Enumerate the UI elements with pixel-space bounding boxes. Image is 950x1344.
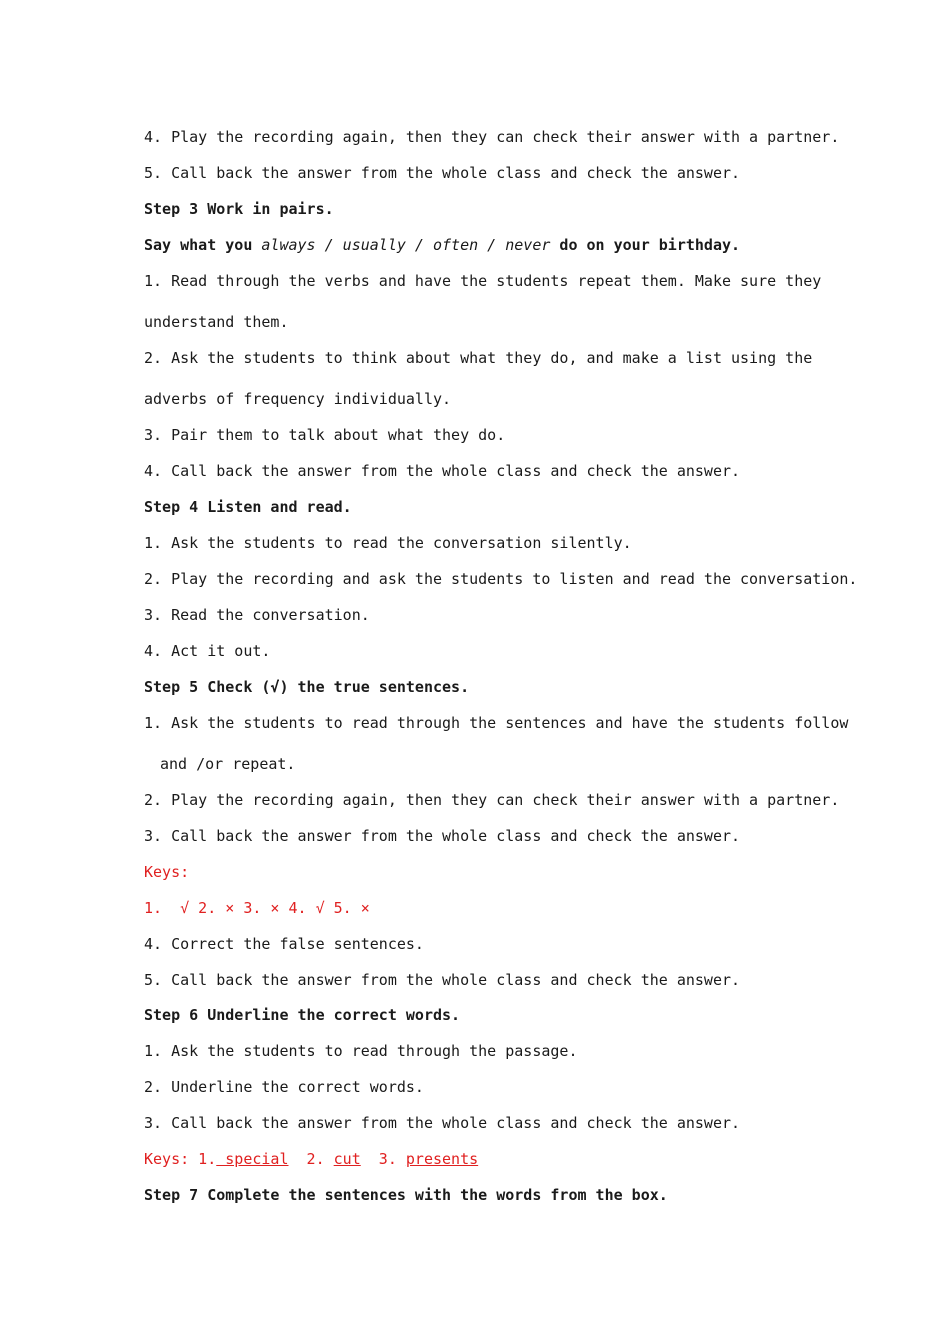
instruction-line: and /or repeat. xyxy=(160,755,296,773)
step-3-subheading: Say what you always / usually / often / never do on your birthday. xyxy=(144,236,741,254)
step-7-heading: Step 7 Complete the sentences with the words from the box. xyxy=(144,1186,668,1204)
instruction-line: 4. Play the recording again, then they can check their answer with a partner. xyxy=(144,128,840,146)
instruction-line: 5. Call back the answer from the whole class and check the answer. xyxy=(144,971,741,989)
instruction-line: 1. Ask the students to read through the sentences and have the students follow xyxy=(144,714,849,732)
instruction-line: 4. Correct the false sentences. xyxy=(144,935,424,953)
instruction-line: 5. Call back the answer from the whole class and check the answer. xyxy=(144,164,741,182)
frequency-adverbs: always / usually / often / never xyxy=(261,236,551,254)
answer-keys: 1. √ 2. × 3. × 4. √ 5. × xyxy=(144,899,370,917)
instruction-line: 1. Ask the students to read through the passage. xyxy=(144,1042,578,1060)
step-6-heading: Step 6 Underline the correct words. xyxy=(144,1006,461,1024)
answer-3: presents xyxy=(405,1150,479,1168)
step-4-heading: Step 4 Listen and read. xyxy=(144,498,352,516)
instruction-line: 3. Call back the answer from the whole class and check the answer. xyxy=(144,1114,741,1132)
instruction-line: 2. Play the recording again, then they can check their answer with a partner. xyxy=(144,791,840,809)
step-3-heading: Step 3 Work in pairs. xyxy=(144,200,334,218)
answer-1: special xyxy=(216,1150,289,1168)
instruction-line: 3. Read the conversation. xyxy=(144,606,370,624)
answer-2: cut xyxy=(333,1150,361,1168)
instruction-line: 1. Read through the verbs and have the students repeat them. Make sure they xyxy=(144,272,822,290)
instruction-line: 1. Ask the students to read the conversation silently. xyxy=(144,534,632,552)
instruction-line: understand them. xyxy=(144,313,289,331)
instruction-line: 2. Underline the correct words. xyxy=(144,1078,424,1096)
instruction-line: 2. Play the recording and ask the students to listen and read the conversation. xyxy=(144,570,858,588)
answer-keys-underline: Keys: 1. special 2. cut 3. presents xyxy=(144,1150,479,1168)
instruction-line: 2. Ask the students to think about what they do, and make a list using the xyxy=(144,349,813,367)
instruction-line: 4. Act it out. xyxy=(144,642,271,660)
instruction-line: 3. Pair them to talk about what they do. xyxy=(144,426,506,444)
step-5-heading: Step 5 Check (√) the true sentences. xyxy=(144,678,470,696)
keys-label: Keys: xyxy=(144,863,190,881)
instruction-line: adverbs of frequency individually. xyxy=(144,390,452,408)
instruction-line: 4. Call back the answer from the whole class and check the answer. xyxy=(144,462,741,480)
instruction-line: 3. Call back the answer from the whole class and check the answer. xyxy=(144,827,741,845)
